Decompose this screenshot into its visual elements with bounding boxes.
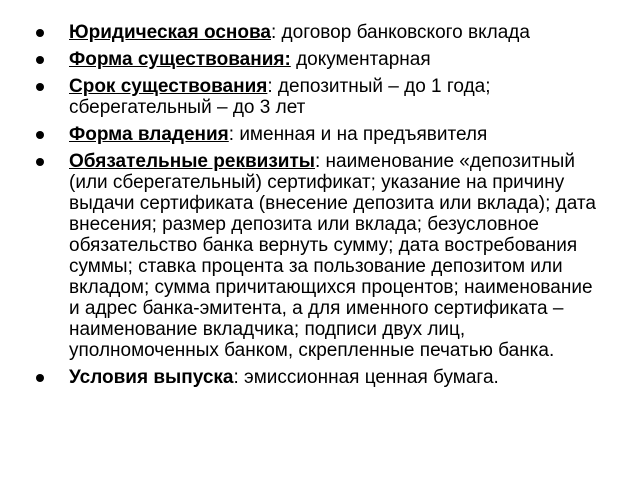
bullet-text: : договор банковского вклада bbox=[270, 22, 530, 43]
bullet-term: Срок существования bbox=[69, 76, 268, 97]
bullet-text: : депозитный – до 1 года; сберегательный – до 3 лет bbox=[69, 76, 491, 118]
bullet-text: документарная bbox=[290, 49, 431, 70]
bullet-icon bbox=[36, 83, 44, 91]
bullet-icon bbox=[36, 158, 44, 166]
bullet-list bbox=[36, 22, 606, 394]
bullet-term: Форма существования: bbox=[69, 49, 291, 70]
list-item bbox=[36, 22, 606, 43]
bullet-text: : наименование «депозитный (или сберегательный) сертификат; указание на причину выдачи сертификата (внесение депозита или вклада); дата внесения; размер депозита или вклада; безусловное обязательство банка вернуть сумму; дата востребования суммы; ставка процента за пользование депозитом или вкладом; сумма причитающихся процентов; наименование и адрес банка-эмитента, а для именного сертификата – наименование вкладчика; подписи двух лиц, уполномоченных банком, скрепленные печатью банка. bbox=[69, 151, 596, 361]
bullet-text: : эмиссионная ценная бумага. bbox=[233, 367, 499, 388]
bullet-icon bbox=[36, 374, 44, 382]
list-item bbox=[36, 76, 606, 118]
bullet-term: Обязательные реквизиты bbox=[69, 151, 315, 172]
list-item bbox=[36, 367, 606, 388]
bullet-icon bbox=[36, 29, 44, 37]
bullet-term: Форма владения bbox=[69, 124, 229, 145]
bullet-text: : именная и на предъявителя bbox=[228, 124, 488, 145]
bullet-icon bbox=[36, 56, 44, 64]
list-item bbox=[36, 151, 606, 361]
bullet-icon bbox=[36, 131, 44, 139]
list-item bbox=[36, 124, 606, 145]
list-item bbox=[36, 49, 606, 70]
bullet-term: Условия выпуска bbox=[69, 367, 234, 388]
bullet-term: Юридическая основа bbox=[69, 22, 271, 43]
